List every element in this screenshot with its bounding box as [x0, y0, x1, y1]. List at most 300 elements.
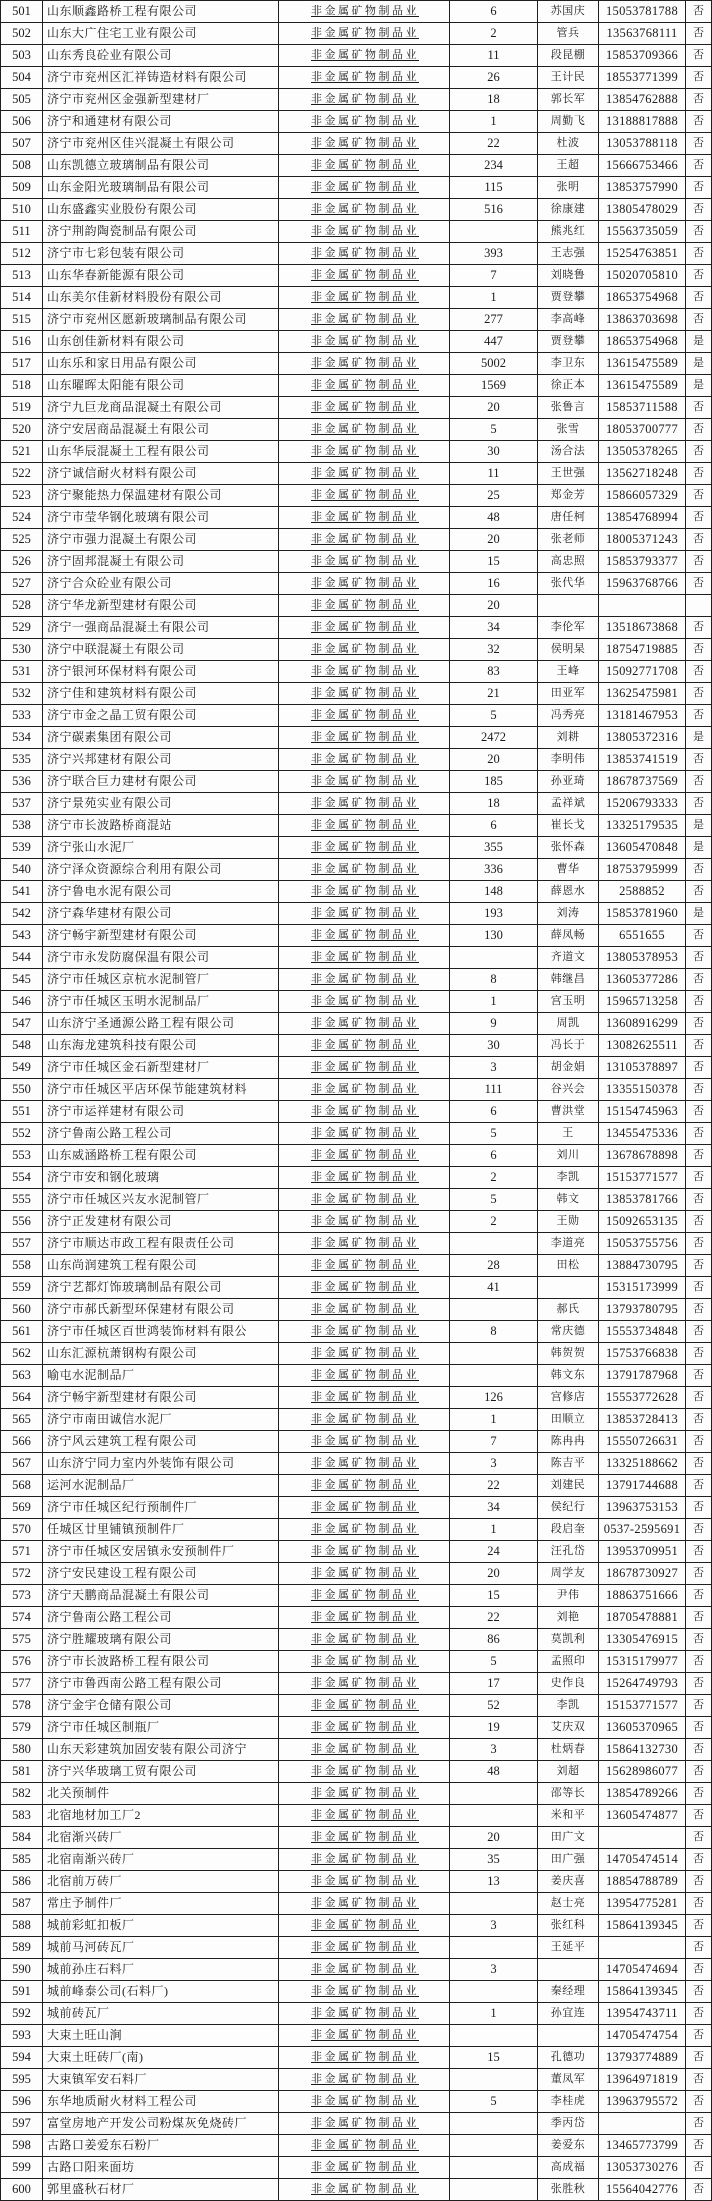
contact-name-cell: 李明伟 — [538, 749, 599, 771]
flag-cell: 否 — [686, 1365, 712, 1387]
employee-count-cell: 3 — [450, 1453, 538, 1475]
row-number-cell: 559 — [1, 1277, 43, 1299]
industry-cell: 非金属矿物制品业 — [279, 903, 450, 925]
phone-cell: 15563735059 — [599, 221, 686, 243]
phone-cell: 13615475589 — [599, 375, 686, 397]
industry-cell: 非金属矿物制品业 — [279, 1321, 450, 1343]
contact-name-cell: 刘建民 — [538, 1475, 599, 1497]
company-name-cell: 济宁市任城区安居镇永安预制件厂 — [43, 1541, 279, 1563]
employee-count-cell: 2472 — [450, 727, 538, 749]
employee-count-cell: 3 — [450, 1959, 538, 1981]
employee-count-cell: 393 — [450, 243, 538, 265]
industry-cell: 非金属矿物制品业 — [279, 1145, 450, 1167]
table-row — [1, 111, 712, 133]
company-name-cell: 济宁天鹏商品混凝土有限公司 — [43, 1585, 279, 1607]
industry-cell: 非金属矿物制品业 — [279, 1607, 450, 1629]
table-row — [1, 2069, 712, 2091]
employee-count-cell: 111 — [450, 1079, 538, 1101]
industry-cell: 非金属矿物制品业 — [279, 1211, 450, 1233]
industry-cell: 非金属矿物制品业 — [279, 89, 450, 111]
flag-cell: 否 — [686, 1805, 712, 1827]
employee-count-cell: 2 — [450, 1211, 538, 1233]
phone-cell: 13791787968 — [599, 1365, 686, 1387]
table-row — [1, 837, 712, 859]
table-row — [1, 1, 712, 23]
row-number-cell: 573 — [1, 1585, 43, 1607]
row-number-cell: 526 — [1, 551, 43, 573]
flag-cell: 否 — [686, 1145, 712, 1167]
flag-cell: 否 — [686, 23, 712, 45]
phone-cell: 18653754968 — [599, 331, 686, 353]
row-number-cell: 540 — [1, 859, 43, 881]
flag-cell: 是 — [686, 331, 712, 353]
table-row — [1, 2113, 712, 2135]
phone-cell: 15254763851 — [599, 243, 686, 265]
flag-cell: 否 — [686, 1035, 712, 1057]
flag-cell: 否 — [686, 1739, 712, 1761]
contact-name-cell: 李高峰 — [538, 309, 599, 331]
table-row — [1, 2003, 712, 2025]
table-row — [1, 1981, 712, 2003]
contact-name-cell: 曹华 — [538, 859, 599, 881]
phone-cell: 2588852 — [599, 881, 686, 903]
table-row — [1, 1123, 712, 1145]
contact-name-cell: 宫玉明 — [538, 991, 599, 1013]
flag-cell: 否 — [686, 1475, 712, 1497]
company-name-cell: 济宁市任城区制瓶厂 — [43, 1717, 279, 1739]
flag-cell: 否 — [686, 1277, 712, 1299]
industry-cell: 非金属矿物制品业 — [279, 1695, 450, 1717]
employee-count-cell: 52 — [450, 1695, 538, 1717]
employee-count-cell: 20 — [450, 595, 538, 617]
industry-cell: 非金属矿物制品业 — [279, 309, 450, 331]
row-number-cell: 566 — [1, 1431, 43, 1453]
industry-cell: 非金属矿物制品业 — [279, 771, 450, 793]
company-name-cell: 济宁市任城区平店环保节能建筑材料 — [43, 1079, 279, 1101]
row-number-cell: 590 — [1, 1959, 43, 1981]
table-row — [1, 1893, 712, 1915]
contact-name-cell: 贾登攀 — [538, 331, 599, 353]
company-name-cell: 济宁市任城区玉明水泥制品厂 — [43, 991, 279, 1013]
phone-cell: 15264749793 — [599, 1673, 686, 1695]
employee-count-cell: 5 — [450, 705, 538, 727]
company-name-cell: 济宁聚能热力保温建材有限公司 — [43, 485, 279, 507]
employee-count-cell: 20 — [450, 397, 538, 419]
employee-count-cell: 86 — [450, 1629, 538, 1651]
industry-cell: 非金属矿物制品业 — [279, 507, 450, 529]
employee-count-cell: 126 — [450, 1387, 538, 1409]
phone-cell: 15866057329 — [599, 485, 686, 507]
company-name-cell: 山东华春新能源有限公司 — [43, 265, 279, 287]
company-name-cell: 城前砖瓦厂 — [43, 2003, 279, 2025]
contact-name-cell: 熊兆红 — [538, 221, 599, 243]
flag-cell: 否 — [686, 2047, 712, 2069]
company-name-cell: 古路口姜爱东石粉厂 — [43, 2135, 279, 2157]
company-name-cell: 运河水泥制品厂 — [43, 1475, 279, 1497]
row-number-cell: 550 — [1, 1079, 43, 1101]
employee-count-cell: 21 — [450, 683, 538, 705]
employee-count-cell — [450, 1805, 538, 1827]
flag-cell: 是 — [686, 375, 712, 397]
phone-cell: 13678678898 — [599, 1145, 686, 1167]
table-row — [1, 727, 712, 749]
employee-count-cell: 20 — [450, 529, 538, 551]
employee-count-cell: 16 — [450, 573, 538, 595]
employee-count-cell: 336 — [450, 859, 538, 881]
industry-cell: 非金属矿物制品业 — [279, 419, 450, 441]
company-name-cell: 北关预制件 — [43, 1783, 279, 1805]
company-name-cell: 城前峰泰公司(石料厂) — [43, 1981, 279, 2003]
company-name-cell: 北宿渐兴砖厂 — [43, 1827, 279, 1849]
table-row — [1, 903, 712, 925]
contact-name-cell: 齐道文 — [538, 947, 599, 969]
phone-cell: 13455475336 — [599, 1123, 686, 1145]
company-name-cell: 济宁荆韵陶瓷制品有限公司 — [43, 221, 279, 243]
employee-count-cell: 48 — [450, 507, 538, 529]
phone-cell: 18053700777 — [599, 419, 686, 441]
row-number-cell: 538 — [1, 815, 43, 837]
employee-count-cell: 25 — [450, 485, 538, 507]
contact-name-cell: 田亚军 — [538, 683, 599, 705]
phone-cell: 13854768994 — [599, 507, 686, 529]
employee-count-cell: 3 — [450, 1057, 538, 1079]
industry-cell: 非金属矿物制品业 — [279, 1365, 450, 1387]
company-name-cell: 城前孙庄石料厂 — [43, 1959, 279, 1981]
company-name-cell: 济宁华龙新型建材有限公司 — [43, 595, 279, 617]
company-name-cell: 富堂房地产开发公司粉煤灰免烧砖厂 — [43, 2113, 279, 2135]
industry-cell: 非金属矿物制品业 — [279, 991, 450, 1013]
industry-cell: 非金属矿物制品业 — [279, 441, 450, 463]
employee-count-cell: 1 — [450, 111, 538, 133]
employee-count-cell: 5 — [450, 419, 538, 441]
row-number-cell: 597 — [1, 2113, 43, 2135]
employee-count-cell — [450, 2069, 538, 2091]
company-name-cell: 济宁艺都灯饰玻璃制品有限公司 — [43, 1277, 279, 1299]
contact-name-cell — [538, 1959, 599, 1981]
row-number-cell: 541 — [1, 881, 43, 903]
employee-count-cell: 20 — [450, 749, 538, 771]
phone-cell: 13793774889 — [599, 2047, 686, 2069]
employee-count-cell: 115 — [450, 177, 538, 199]
table-row — [1, 1739, 712, 1761]
contact-name-cell: 韩文东 — [538, 1365, 599, 1387]
company-name-cell: 喻屯水泥制品厂 — [43, 1365, 279, 1387]
industry-cell: 非金属矿物制品业 — [279, 639, 450, 661]
table-row — [1, 1783, 712, 1805]
phone-cell: 18553771399 — [599, 67, 686, 89]
phone-cell: 15053755756 — [599, 1233, 686, 1255]
table-row — [1, 705, 712, 727]
employee-count-cell — [450, 1783, 538, 1805]
company-name-cell: 济宁市南田诚信水泥厂 — [43, 1409, 279, 1431]
company-name-cell: 大束土旺砖厂(南) — [43, 2047, 279, 2069]
row-number-cell: 580 — [1, 1739, 43, 1761]
table-row — [1, 551, 712, 573]
employee-count-cell: 2 — [450, 1167, 538, 1189]
table-row — [1, 1563, 712, 1585]
employee-count-cell: 1 — [450, 287, 538, 309]
industry-cell: 非金属矿物制品业 — [279, 529, 450, 551]
row-number-cell: 562 — [1, 1343, 43, 1365]
row-number-cell: 511 — [1, 221, 43, 243]
company-name-cell: 山东天彩建筑加固安装有限公司济宁 — [43, 1739, 279, 1761]
table-row — [1, 1761, 712, 1783]
industry-cell: 非金属矿物制品业 — [279, 375, 450, 397]
contact-name-cell: 王勋 — [538, 1211, 599, 1233]
contact-name-cell: 孙宜连 — [538, 2003, 599, 2025]
flag-cell: 否 — [686, 1233, 712, 1255]
employee-count-cell: 277 — [450, 309, 538, 331]
phone-cell: 13805378953 — [599, 947, 686, 969]
table-row — [1, 419, 712, 441]
company-name-cell: 济宁市兖州区金强新型建材厂 — [43, 89, 279, 111]
industry-cell: 非金属矿物制品业 — [279, 23, 450, 45]
industry-cell: 非金属矿物制品业 — [279, 1013, 450, 1035]
contact-name-cell: 高成福 — [538, 2157, 599, 2179]
company-name-cell: 济宁市七彩包装有限公司 — [43, 243, 279, 265]
phone-cell: 13853728413 — [599, 1409, 686, 1431]
flag-cell: 否 — [686, 551, 712, 573]
flag-cell: 否 — [686, 155, 712, 177]
contact-name-cell: 谷兴会 — [538, 1079, 599, 1101]
industry-cell: 非金属矿物制品业 — [279, 1541, 450, 1563]
contact-name-cell: 张怀森 — [538, 837, 599, 859]
row-number-cell: 501 — [1, 1, 43, 23]
employee-count-cell: 1 — [450, 1409, 538, 1431]
industry-cell: 非金属矿物制品业 — [279, 133, 450, 155]
company-name-cell: 山东顺鑫路桥工程有限公司 — [43, 1, 279, 23]
company-name-cell: 济宁泽众资源综合利用有限公司 — [43, 859, 279, 881]
contact-name-cell: 高忠照 — [538, 551, 599, 573]
flag-cell: 否 — [686, 1123, 712, 1145]
row-number-cell: 530 — [1, 639, 43, 661]
industry-cell: 非金属矿物制品业 — [279, 1805, 450, 1827]
phone-cell: 15550726631 — [599, 1431, 686, 1453]
contact-name-cell: 唐任柯 — [538, 507, 599, 529]
flag-cell: 否 — [686, 947, 712, 969]
employee-count-cell: 15 — [450, 551, 538, 573]
flag-cell: 否 — [686, 1255, 712, 1277]
flag-cell: 否 — [686, 1827, 712, 1849]
company-name-cell: 城前彩虹扣板厂 — [43, 1915, 279, 1937]
industry-cell: 非金属矿物制品业 — [279, 1, 450, 23]
flag-cell: 否 — [686, 287, 712, 309]
row-number-cell: 539 — [1, 837, 43, 859]
company-name-cell: 济宁安民建设工程有限公司 — [43, 1563, 279, 1585]
industry-cell: 非金属矿物制品业 — [279, 1739, 450, 1761]
flag-cell: 否 — [686, 1761, 712, 1783]
company-name-cell: 山东盛鑫实业股份有限公司 — [43, 199, 279, 221]
contact-name-cell: 胡金娟 — [538, 1057, 599, 1079]
table-row — [1, 573, 712, 595]
contact-name-cell: 张老师 — [538, 529, 599, 551]
phone-cell: 13305476915 — [599, 1629, 686, 1651]
phone-cell — [599, 1937, 686, 1959]
table-row — [1, 243, 712, 265]
contact-name-cell: 常庆德 — [538, 1321, 599, 1343]
flag-cell: 否 — [686, 133, 712, 155]
phone-cell: 15092653135 — [599, 1211, 686, 1233]
contact-name-cell: 薛凤畅 — [538, 925, 599, 947]
contact-name-cell: 艾庆双 — [538, 1717, 599, 1739]
row-number-cell: 547 — [1, 1013, 43, 1035]
contact-name-cell: 张雪 — [538, 419, 599, 441]
phone-cell: 13964971819 — [599, 2069, 686, 2091]
table-row — [1, 859, 712, 881]
phone-cell: 15092771708 — [599, 661, 686, 683]
industry-cell: 非金属矿物制品业 — [279, 749, 450, 771]
company-name-cell: 济宁一强商品混凝土有限公司 — [43, 617, 279, 639]
employee-count-cell: 24 — [450, 1541, 538, 1563]
company-name-cell: 济宁安居商品混凝土有限公司 — [43, 419, 279, 441]
phone-cell: 18705478881 — [599, 1607, 686, 1629]
row-number-cell: 543 — [1, 925, 43, 947]
employee-count-cell: 234 — [450, 155, 538, 177]
employee-count-cell: 18 — [450, 89, 538, 111]
industry-cell: 非金属矿物制品业 — [279, 859, 450, 881]
contact-name-cell: 段昆棚 — [538, 45, 599, 67]
row-number-cell: 594 — [1, 2047, 43, 2069]
company-name-cell: 济宁市任城区兴友水泥制管厂 — [43, 1189, 279, 1211]
table-row — [1, 1607, 712, 1629]
employee-count-cell: 6 — [450, 815, 538, 837]
row-number-cell: 581 — [1, 1761, 43, 1783]
flag-cell: 否 — [686, 1321, 712, 1343]
table-row — [1, 595, 712, 617]
flag-cell: 否 — [686, 1585, 712, 1607]
flag-cell: 否 — [686, 1695, 712, 1717]
contact-name-cell: 张胜秋 — [538, 2179, 599, 2201]
table-row — [1, 199, 712, 221]
contact-name-cell: 姜庆喜 — [538, 1871, 599, 1893]
employee-count-cell: 30 — [450, 1035, 538, 1057]
phone-cell: 15628986077 — [599, 1761, 686, 1783]
row-number-cell: 567 — [1, 1453, 43, 1475]
table-row — [1, 1057, 712, 1079]
flag-cell: 否 — [686, 969, 712, 991]
contact-name-cell: 王 — [538, 1123, 599, 1145]
company-name-cell: 山东威涵路桥工程有限公司 — [43, 1145, 279, 1167]
table-row — [1, 1145, 712, 1167]
row-number-cell: 548 — [1, 1035, 43, 1057]
employee-count-cell: 34 — [450, 1497, 538, 1519]
employee-count-cell: 41 — [450, 1277, 538, 1299]
employee-count-cell: 516 — [450, 199, 538, 221]
company-name-cell: 济宁胜耀玻璃有限公司 — [43, 1629, 279, 1651]
row-number-cell: 556 — [1, 1211, 43, 1233]
contact-name-cell: 薛恩水 — [538, 881, 599, 903]
flag-cell: 是 — [686, 727, 712, 749]
row-number-cell: 570 — [1, 1519, 43, 1541]
flag-cell: 否 — [686, 1673, 712, 1695]
company-name-cell: 济宁兴邦建材有限公司 — [43, 749, 279, 771]
flag-cell: 否 — [686, 45, 712, 67]
flag-cell: 否 — [686, 309, 712, 331]
phone-cell: 13615475589 — [599, 353, 686, 375]
contact-name-cell: 汪孔岱 — [538, 1541, 599, 1563]
employee-count-cell: 1 — [450, 2003, 538, 2025]
phone-cell: 13505378265 — [599, 441, 686, 463]
employee-count-cell: 5 — [450, 1123, 538, 1145]
flag-cell: 否 — [686, 793, 712, 815]
industry-cell: 非金属矿物制品业 — [279, 463, 450, 485]
employee-count-cell: 19 — [450, 1717, 538, 1739]
flag-cell: 否 — [686, 2157, 712, 2179]
company-name-cell: 济宁市顺达市政工程有限责任公司 — [43, 1233, 279, 1255]
table-row — [1, 1695, 712, 1717]
row-number-cell: 595 — [1, 2069, 43, 2091]
table-row — [1, 2157, 712, 2179]
flag-cell: 否 — [686, 1, 712, 23]
company-name-cell: 济宁鲁南公路工程公司 — [43, 1123, 279, 1145]
table-row — [1, 1827, 712, 1849]
flag-cell: 否 — [686, 1167, 712, 1189]
employee-count-cell: 1 — [450, 1519, 538, 1541]
phone-cell: 13105378897 — [599, 1057, 686, 1079]
flag-cell: 否 — [686, 859, 712, 881]
company-name-cell: 山东华辰混凝土工程有限公司 — [43, 441, 279, 463]
company-name-cell: 济宁市任城区纪行预制件厂 — [43, 1497, 279, 1519]
table-row — [1, 463, 712, 485]
employee-count-cell: 5 — [450, 1189, 538, 1211]
row-number-cell: 572 — [1, 1563, 43, 1585]
row-number-cell: 575 — [1, 1629, 43, 1651]
row-number-cell: 509 — [1, 177, 43, 199]
table-row — [1, 177, 712, 199]
employee-count-cell: 193 — [450, 903, 538, 925]
flag-cell: 否 — [686, 1871, 712, 1893]
industry-cell: 非金属矿物制品业 — [279, 1981, 450, 2003]
table-row — [1, 1387, 712, 1409]
row-number-cell: 582 — [1, 1783, 43, 1805]
contact-name-cell: 董凤军 — [538, 2069, 599, 2091]
flag-cell: 否 — [686, 1387, 712, 1409]
phone-cell: 15864132730 — [599, 1739, 686, 1761]
row-number-cell: 558 — [1, 1255, 43, 1277]
phone-cell: 15553772628 — [599, 1387, 686, 1409]
phone-cell: 15315179977 — [599, 1651, 686, 1673]
industry-cell: 非金属矿物制品业 — [279, 793, 450, 815]
industry-cell: 非金属矿物制品业 — [279, 199, 450, 221]
flag-cell: 否 — [686, 1057, 712, 1079]
company-name-cell: 济宁市莹华钢化玻璃有限公司 — [43, 507, 279, 529]
flag-cell: 否 — [686, 1409, 712, 1431]
row-number-cell: 598 — [1, 2135, 43, 2157]
row-number-cell: 571 — [1, 1541, 43, 1563]
phone-cell: 13605377286 — [599, 969, 686, 991]
phone-cell: 13562718248 — [599, 463, 686, 485]
employee-count-cell — [450, 1937, 538, 1959]
contact-name-cell: 李桂虎 — [538, 2091, 599, 2113]
row-number-cell: 517 — [1, 353, 43, 375]
table-row — [1, 375, 712, 397]
row-number-cell: 569 — [1, 1497, 43, 1519]
industry-cell: 非金属矿物制品业 — [279, 353, 450, 375]
table-row — [1, 925, 712, 947]
company-name-cell: 济宁市兖州区佳兴混凝土有限公司 — [43, 133, 279, 155]
row-number-cell: 560 — [1, 1299, 43, 1321]
employee-count-cell: 447 — [450, 331, 538, 353]
contact-name-cell: 杜炳春 — [538, 1739, 599, 1761]
contact-name-cell: 崔长戈 — [538, 815, 599, 837]
phone-cell: 13605470848 — [599, 837, 686, 859]
row-number-cell: 554 — [1, 1167, 43, 1189]
contact-name-cell: 郝氏 — [538, 1299, 599, 1321]
employee-count-cell: 11 — [450, 45, 538, 67]
table-row — [1, 1409, 712, 1431]
employee-count-cell: 20 — [450, 1563, 538, 1585]
flag-cell: 否 — [686, 1959, 712, 1981]
